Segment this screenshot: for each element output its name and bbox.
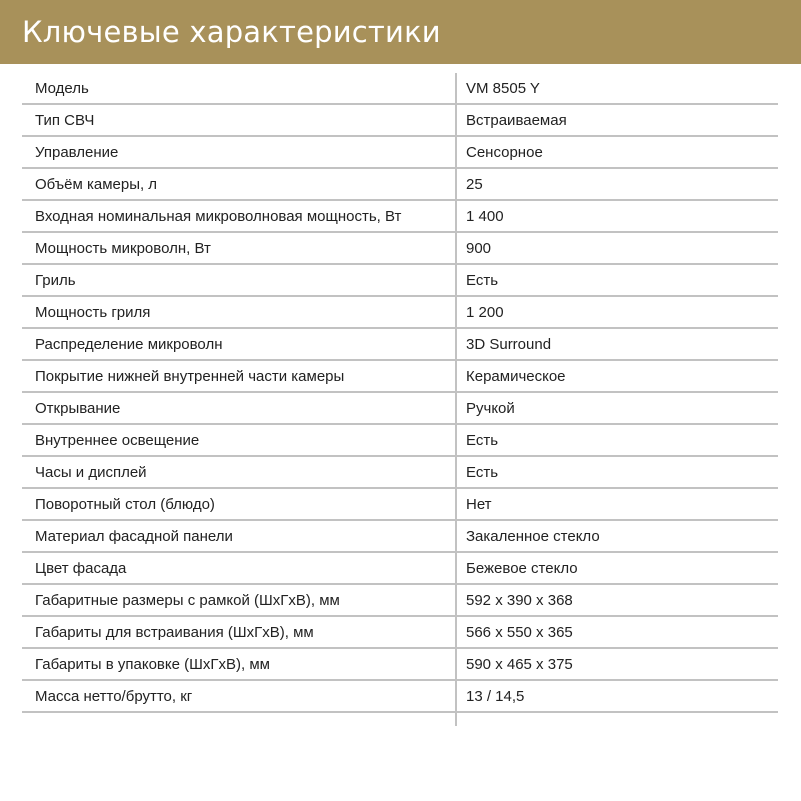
spec-row xyxy=(22,201,778,233)
spec-row xyxy=(22,457,778,489)
spec-table xyxy=(22,73,778,735)
spec-name: Входная номинальная микроволновая мощность, Вт xyxy=(35,208,402,225)
spec-row-empty xyxy=(22,713,778,735)
spec-name: Покрытие нижней внутренней части камеры xyxy=(35,368,345,385)
spec-name: Управление xyxy=(35,144,119,161)
spec-value: VM 8505 Y xyxy=(466,80,540,97)
spec-value: Нет xyxy=(466,496,492,513)
spec-name: Материал фасадной панели xyxy=(35,528,233,545)
spec-row xyxy=(22,681,778,713)
spec-value: Керамическое xyxy=(466,368,566,385)
spec-row xyxy=(22,265,778,297)
spec-name: Цвет фасада xyxy=(35,560,127,577)
spec-name: Габариты в упаковке (ШхГхВ), мм xyxy=(35,656,270,673)
spec-value: 590 х 465 х 375 xyxy=(466,656,573,673)
spec-name: Мощность гриля xyxy=(35,304,151,321)
spec-name: Часы и дисплей xyxy=(35,464,147,481)
spec-name: Распределение микроволн xyxy=(35,336,223,353)
spec-name: Гриль xyxy=(35,272,76,289)
spec-row xyxy=(22,105,778,137)
spec-name: Габариты для встраивания (ШхГхВ), мм xyxy=(35,624,314,641)
spec-value: Есть xyxy=(466,272,499,289)
spec-row xyxy=(22,297,778,329)
spec-row xyxy=(22,521,778,553)
header-bar xyxy=(0,0,801,64)
spec-name: Мощность микроволн, Вт xyxy=(35,240,211,257)
spec-row xyxy=(22,553,778,585)
spec-row xyxy=(22,361,778,393)
spec-name: Внутреннее освещение xyxy=(35,432,200,449)
spec-name: Габаритные размеры с рамкой (ШхГхВ), мм xyxy=(35,592,340,609)
spec-value: 900 xyxy=(466,240,492,257)
spec-value: 1 400 xyxy=(466,208,504,225)
column-divider xyxy=(455,73,457,726)
spec-name: Масса нетто/брутто, кг xyxy=(35,688,193,705)
spec-row xyxy=(22,137,778,169)
spec-value: Закаленное стекло xyxy=(466,528,600,545)
spec-row xyxy=(22,425,778,457)
spec-value: Ручкой xyxy=(466,400,515,417)
spec-value: 592 х 390 х 368 xyxy=(466,592,573,609)
spec-value: Бежевое стекло xyxy=(466,560,578,577)
spec-value: 1 200 xyxy=(466,304,504,321)
spec-value: 3D Surround xyxy=(466,336,552,353)
spec-name: Открывание xyxy=(35,400,121,417)
spec-row xyxy=(22,585,778,617)
spec-name: Модель xyxy=(35,80,89,97)
spec-row xyxy=(22,169,778,201)
page-title: Ключевые характеристики xyxy=(22,15,441,49)
spec-value: Встраиваемая xyxy=(466,112,567,129)
spec-row xyxy=(22,489,778,521)
spec-row xyxy=(22,329,778,361)
spec-row xyxy=(22,73,778,105)
spec-value: 566 х 550 х 365 xyxy=(466,624,573,641)
spec-row xyxy=(22,393,778,425)
spec-value: Сенсорное xyxy=(466,144,543,161)
spec-name: Поворотный стол (блюдо) xyxy=(35,496,215,513)
spec-value: Есть xyxy=(466,432,499,449)
spec-value: 25 xyxy=(466,176,483,193)
spec-name: Объём камеры, л xyxy=(35,176,158,193)
spec-row xyxy=(22,233,778,265)
spec-value: 13 / 14,5 xyxy=(466,688,525,705)
spec-row xyxy=(22,617,778,649)
spec-row xyxy=(22,649,778,681)
spec-name: Тип СВЧ xyxy=(35,112,95,129)
spec-value: Есть xyxy=(466,464,499,481)
